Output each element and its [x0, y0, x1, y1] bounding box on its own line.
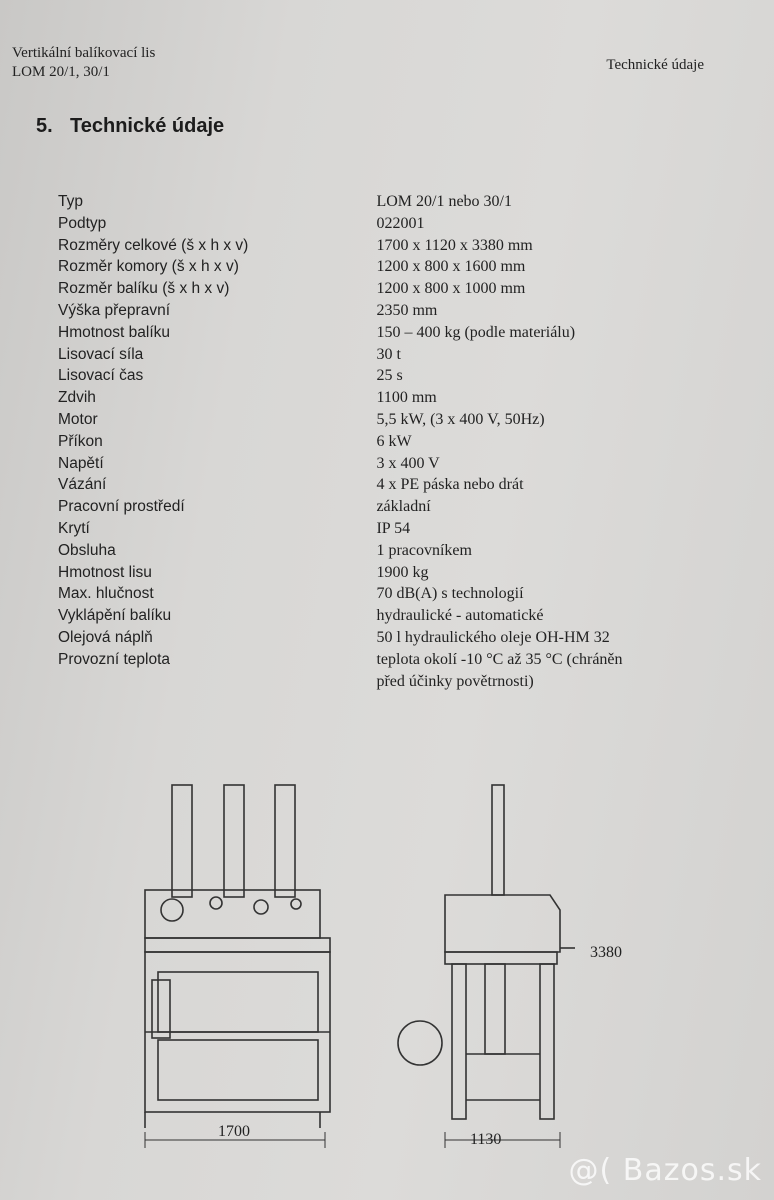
spec-label: Lisovací čas — [58, 367, 144, 385]
spec-value: 1 pracovníkem — [376, 541, 472, 559]
spec-row — [58, 344, 658, 366]
spec-row — [58, 431, 658, 453]
spec-label: Lisovací síla — [58, 345, 144, 363]
spec-row — [58, 322, 658, 344]
spec-table — [58, 191, 658, 692]
spec-label — [58, 671, 376, 693]
header-title: Vertikální balíkovací lis — [12, 45, 156, 61]
dimension-side-depth: 1130 — [470, 1131, 502, 1148]
spec-value: 2350 mm — [376, 301, 438, 319]
spec-value: 6 kW — [376, 432, 412, 450]
spec-row — [58, 365, 658, 387]
spec-label: Vázání — [58, 476, 107, 494]
spec-row — [58, 256, 658, 278]
spec-value: 1900 kg — [376, 563, 429, 581]
section-heading — [36, 115, 224, 138]
spec-label: Pracovní prostředí — [58, 498, 185, 516]
spec-row — [58, 387, 658, 409]
spec-row — [58, 583, 658, 605]
spec-label: Rozměr komory (š x h x v) — [58, 258, 239, 276]
spec-label: Provozní teplota — [58, 650, 171, 668]
spec-value: základní — [376, 498, 431, 516]
dimension-height: 3380 — [590, 944, 622, 961]
spec-value: teplota okolí -10 °C až 35 °C (chráněn — [376, 650, 623, 668]
spec-label: Rozměr balíku (š x h x v) — [58, 280, 230, 298]
spec-label: Podtyp — [58, 214, 107, 232]
spec-value: 1200 x 800 x 1000 mm — [376, 280, 526, 298]
spec-label: Hmotnost balíku — [58, 323, 170, 341]
spec-value: 1200 x 800 x 1600 mm — [376, 258, 526, 276]
spec-row — [58, 213, 658, 235]
spec-row — [58, 649, 658, 671]
machine-drawing — [120, 770, 660, 1160]
spec-row — [58, 474, 658, 496]
side-dimension — [445, 1132, 560, 1148]
spec-value: 25 s — [376, 367, 403, 385]
spec-row — [58, 518, 658, 540]
spec-value: 5,5 kW, (3 x 400 V, 50Hz) — [376, 410, 545, 428]
spec-value: IP 54 — [376, 519, 411, 537]
spec-value: 70 dB(A) s technologií — [376, 585, 524, 603]
spec-row — [58, 605, 658, 627]
spec-value: 022001 — [376, 214, 425, 232]
spec-value: před účinky povětrnosti) — [376, 672, 534, 690]
section-number: 5. — [36, 115, 53, 137]
spec-row — [58, 409, 658, 431]
spec-row — [58, 300, 658, 322]
spec-label: Typ — [58, 193, 83, 210]
spec-value: 30 t — [376, 345, 401, 363]
spec-row — [58, 562, 658, 584]
spec-value: 1100 mm — [376, 389, 437, 407]
header-right: Technické údaje — [606, 57, 704, 73]
spec-row — [58, 496, 658, 518]
spec-label: Krytí — [58, 519, 90, 537]
spec-label: Výška přepravní — [58, 301, 170, 319]
spec-value: 150 – 400 kg (podle materiálu) — [376, 323, 576, 341]
spec-label: Obsluha — [58, 541, 116, 559]
spec-label: Motor — [58, 410, 98, 428]
spec-label: Rozměry celkové (š x h x v) — [58, 236, 249, 254]
side-view — [398, 785, 575, 1119]
spec-row — [58, 278, 658, 300]
header-left — [12, 44, 155, 82]
spec-row — [58, 453, 658, 475]
spec-value: 1700 x 1120 x 3380 mm — [376, 236, 533, 254]
dimension-front-width: 1700 — [218, 1123, 250, 1140]
spec-row — [58, 191, 658, 213]
spec-label: Hmotnost lisu — [58, 563, 152, 581]
spec-value: 50 l hydraulického oleje OH-HM 32 — [376, 628, 610, 646]
spec-value: 4 x PE páska nebo drát — [376, 476, 524, 494]
spec-label: Vyklápění balíku — [58, 607, 172, 625]
header-model: LOM 20/1, 30/1 — [12, 64, 110, 80]
spec-row — [58, 235, 658, 257]
section-title: Technické údaje — [70, 115, 225, 137]
front-view — [145, 785, 330, 1128]
watermark: @( Bazos.sk — [568, 1153, 762, 1188]
spec-row — [58, 627, 658, 649]
spec-value: LOM 20/1 nebo 30/1 — [376, 193, 512, 210]
spec-value: hydraulické - automatické — [376, 607, 544, 625]
spec-value: 3 x 400 V — [376, 454, 440, 472]
spec-label: Max. hlučnost — [58, 585, 154, 603]
spec-label: Napětí — [58, 454, 104, 472]
spec-label: Příkon — [58, 432, 103, 450]
spec-label: Zdvih — [58, 389, 96, 407]
spec-label: Olejová náplň — [58, 628, 153, 646]
spec-row — [58, 540, 658, 562]
spec-row — [58, 671, 658, 693]
